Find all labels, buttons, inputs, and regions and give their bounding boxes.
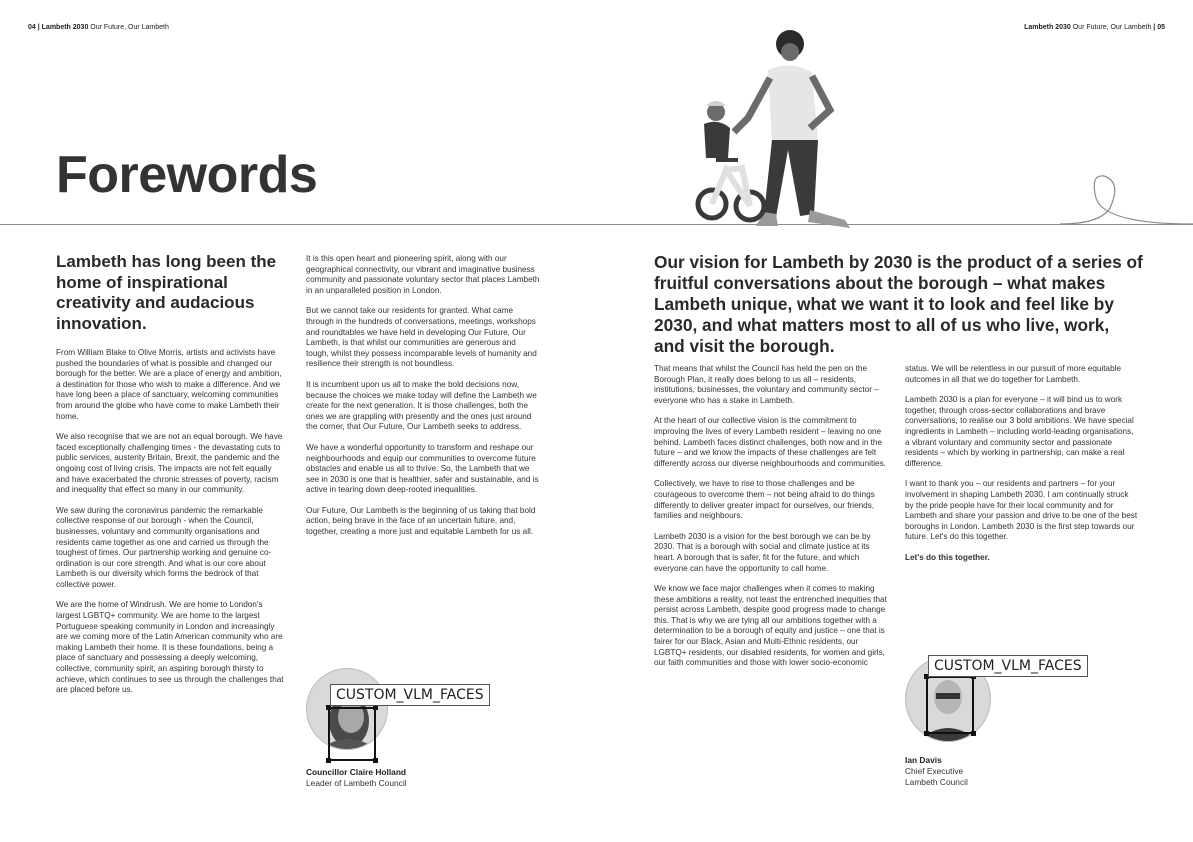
face-detection-box [926, 676, 974, 734]
signatory-role: Chief Executive [905, 766, 964, 776]
column-3 [654, 364, 888, 679]
header-left: 04 | Lambeth 2030 Our Future, Our Lambeth [28, 24, 169, 31]
paragraph: But we cannot take our residents for granted. What came through in the hundreds of conversations, meetings, workshops and roundtables we have held in developing Our Future, Our Lambeth, is that whilst our communities are generous and tough, whilst they possess incomparable levels of humanity and resilience their strength is not boundless. [306, 306, 537, 369]
paragraph: We also recognise that we are not an equal borough. We have faced exceptionally challenging times - the devastating cuts to public services, austerity Britain, Brexit, the pandemic and the ongoing cost of living crisis. The impacts are not felt equally and have exacerbated the chronic stresses of poverty, racism and inequality that effect so many in our community. [56, 432, 283, 495]
doc-title-right: Lambeth 2030 [1024, 24, 1071, 31]
signatory-name: Councillor Claire Holland [306, 767, 407, 777]
paragraph: status. We will be relentless in our pursuit of more equitable outcomes in all that we do together for Lambeth. [905, 364, 1122, 384]
page-title: Forewords [56, 146, 318, 204]
paragraph: Our Future, Our Lambeth is the beginning of us taking that bold action, being brave in the face of an uncertain future, and, together, creating a more just and equitable Lambeth for us all. [306, 505, 536, 537]
signatory-name: Ian Davis [905, 755, 942, 765]
paragraph: We know we face major challenges when it comes to making these ambitions a reality, not least the entrenched inequities that persist across Lambeth, despite good progress made to change this. That is why we are tying all our ambitions together with a determination to be a borough of equity and justice – one that is fairer for our Black, Asian and Multi-Ethnic residents, our LGBTQ+ residents, our disabled residents, for women and girls, our faith communities and those with lower socio-economic [654, 584, 887, 668]
face-detection-box [328, 707, 376, 761]
column-1 [56, 252, 286, 706]
paragraph: At the heart of our collective vision is the commitment to improving the lives of every Lambeth resident – leaving no one behind. Lambeth faces distinct challenges, both now and in the future – and we know the impacts of these challenges are felt differently across our diverse neighbourhoods and communities. [654, 416, 886, 468]
lead-heading-right: Our vision for Lambeth by 2030 is the product of a series of fruitful conversations about the borough – what makes Lambeth unique, what we want it to look and feel like by 2030, and what matters most to all of us who live, work, and visit the borough. [654, 252, 1143, 356]
doc-title-left: Lambeth 2030 [41, 24, 89, 31]
column-4 [905, 364, 1139, 574]
parent-child-bike-illustration [660, 20, 900, 230]
paragraph: I want to thank you – our residents and partners – for your involvement in shaping Lambeth 2030. I am continually struck by the pride people have for their local community and for Lambeth and share your passion and drive to be one of the best boroughs in London. Lambeth 2030 is the first step towards our future. Let's do this together. [905, 479, 1138, 542]
face-detection-label: CUSTOM_VLM_FACES [928, 655, 1088, 677]
paragraph: It is this open heart and pioneering spirit, along with our geographical connectivity, our vibrant and imaginative business community and passionate voluntary sector that places Lambeth in an unparalleled position in London. [306, 254, 540, 295]
paragraph: That means that whilst the Council has held the pen on the Borough Plan, it really does belong to us all – residents, institutions, businesses, the voluntary and community sector – everyone who has a stake in Lambeth. [654, 364, 879, 405]
paragraph: Lambeth 2030 is a plan for everyone – it will bind us to work together, through cross-sector collaborations and brave conversations, to realise our 3 bold ambitions. We have special ingredients in Lambeth – including world-leading organisations, a vibrant voluntary and community sector and passionate residents – which by working in partnership, can make a real difference. [905, 395, 1134, 468]
paragraph: We are the home of Windrush. We are home to London's largest LGBTQ+ community. We are home to the largest Portuguese speaking community in London and increasingly are we coming more of the Latin American community who are making Lambeth their home. It is these foundations, being a place of sanctuary and possessing a deeply welcoming, collective, community spirit, an aspiring borough thirsty to achieve, which continues to see us through the challenges that are placed before us. [56, 600, 284, 695]
paragraph: We saw during the coronavirus pandemic the remarkable collective response of our borough - when the Council, businesses, voluntary and community organisations and residents came together as one and carried us through the toughest of times. Our partnership working and genuine co-ordination is our core strength. And what is our core about Lambeth is our diversity which forms the bedrock of that collective power. [56, 505, 272, 589]
signatory-role: Leader of Lambeth Council [306, 778, 407, 788]
closing-line: Let's do this together. [905, 552, 990, 562]
lead-heading-left: Lambeth has long been the home of inspirational creativity and audacious innovation. [56, 252, 277, 333]
paragraph: Collectively, we have to rise to those challenges and be courageous to overcome them – not being afraid to do things differently to deliver greater impact for ourselves, our friends, families and neighbours. [654, 479, 875, 521]
paragraph: From William Blake to Olive Morris, artists and activists have pushed the boundaries of what is possible and changed our borough for the better. We are a place of energy and ambition, a destination for those who wish to make a difference. And we have long been a place of sanctuary, welcoming communities from around the globe who have come to make Lambeth their home. [56, 348, 282, 421]
header-right: Lambeth 2030 Our Future, Our Lambeth | 05 [1024, 24, 1165, 31]
signatory-organisation: Lambeth Council [905, 777, 968, 787]
paragraph: It is incumbent upon us all to make the bold decisions now, because the choices we make today will define the Lambeth we create for the next generation. It is those challenges, both the ones we are grappling with presently and the ones just around the corner, that Our Future, Our Lambeth seeks to address. [306, 379, 537, 432]
column-2 [306, 254, 540, 548]
page-number-right: 05 [1157, 24, 1165, 31]
paragraph: We have a wonderful opportunity to transform and reshape our neighbourhoods and equip our communities to overcome future obstacles and enable us all to thrive. So, the Lambeth that we see in 2030 is one that is healthier, safer and sustainable, and is active in tearing down deep-rooted inequalities. [306, 442, 539, 495]
page-number-left: 04 [28, 24, 36, 31]
face-detection-label: CUSTOM_VLM_FACES [330, 684, 490, 706]
header-divider [0, 224, 1193, 225]
paragraph: Lambeth 2030 is a vision for the best borough we can be by 2030. That is a borough with social and climate justice at its heart. A borough that is safer, fit for the future, and which everyone can have the opportunity to call home. [654, 531, 871, 573]
decorative-loop-line [1060, 168, 1193, 228]
